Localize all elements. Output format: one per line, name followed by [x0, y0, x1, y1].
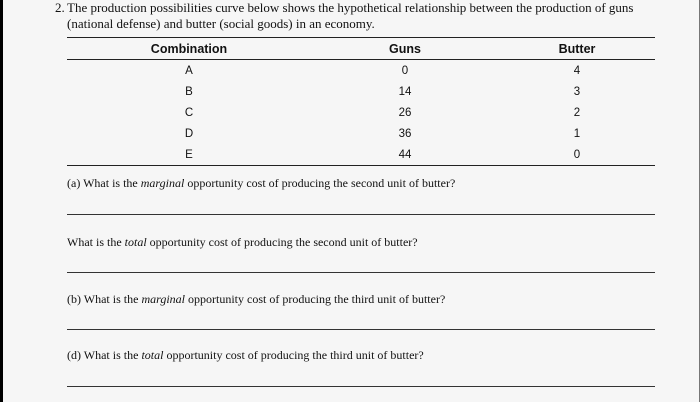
header-combination: Combination	[67, 38, 311, 60]
subquestion-a-total	[67, 235, 418, 250]
table-row	[67, 81, 655, 102]
header-butter: Butter	[499, 38, 655, 60]
answer-line-a-total[interactable]	[67, 272, 655, 273]
header-guns: Guns	[311, 38, 499, 60]
subquestion-text: (a) What is the	[67, 176, 141, 190]
question-intro: The production possibilities curve below shows the hypothetical relationship between the production of guns (national defense) and butter (social goods) in an economy.	[67, 0, 634, 31]
subquestion-d	[67, 348, 424, 363]
subquestion-b	[67, 292, 445, 307]
cell-guns: 44	[311, 144, 499, 166]
subquestion-text: (d) What is the	[67, 348, 142, 362]
subquestion-text: opportunity cost of producing the third unit of butter?	[163, 348, 424, 362]
subquestion-text: opportunity cost of producing the second unit of butter?	[184, 176, 456, 190]
cell-combination: E	[67, 144, 311, 166]
cell-combination: B	[185, 85, 193, 98]
cell-butter: 2	[573, 106, 581, 119]
table-header-row	[67, 38, 655, 60]
subquestion-emphasis: total	[124, 235, 147, 249]
cell-guns: 26	[398, 106, 412, 119]
production-table	[67, 37, 655, 166]
subquestion-emphasis: total	[141, 348, 164, 362]
answer-line-a[interactable]	[67, 214, 655, 215]
table-row	[67, 60, 655, 82]
cell-butter: 4	[573, 64, 581, 77]
subquestion-emphasis: marginal	[140, 176, 185, 190]
subquestion-text: (b) What is the	[67, 292, 142, 306]
page-left-border	[0, 0, 3, 402]
cell-guns: 14	[398, 85, 412, 98]
answer-line-d[interactable]	[67, 386, 655, 387]
table-row	[67, 123, 655, 144]
cell-combination: D	[184, 127, 194, 140]
cell-combination: C	[184, 106, 194, 119]
question-number: 2.	[55, 0, 65, 15]
answer-line-b[interactable]	[67, 329, 655, 330]
table-row	[67, 102, 655, 123]
subquestion-text: What is the	[67, 235, 125, 249]
cell-butter: 0	[499, 144, 655, 166]
cell-combination: A	[185, 64, 193, 77]
subquestion-text: opportunity cost of producing the second unit of butter?	[146, 235, 418, 249]
subquestion-emphasis: marginal	[141, 292, 185, 306]
subquestion-a	[67, 176, 455, 191]
subquestion-text: opportunity cost of producing the third unit of butter?	[185, 292, 446, 306]
table-row	[67, 144, 655, 166]
cell-guns: 36	[398, 127, 412, 140]
cell-butter: 1	[573, 127, 581, 140]
cell-guns: 0	[401, 64, 409, 77]
cell-butter: 3	[573, 85, 581, 98]
